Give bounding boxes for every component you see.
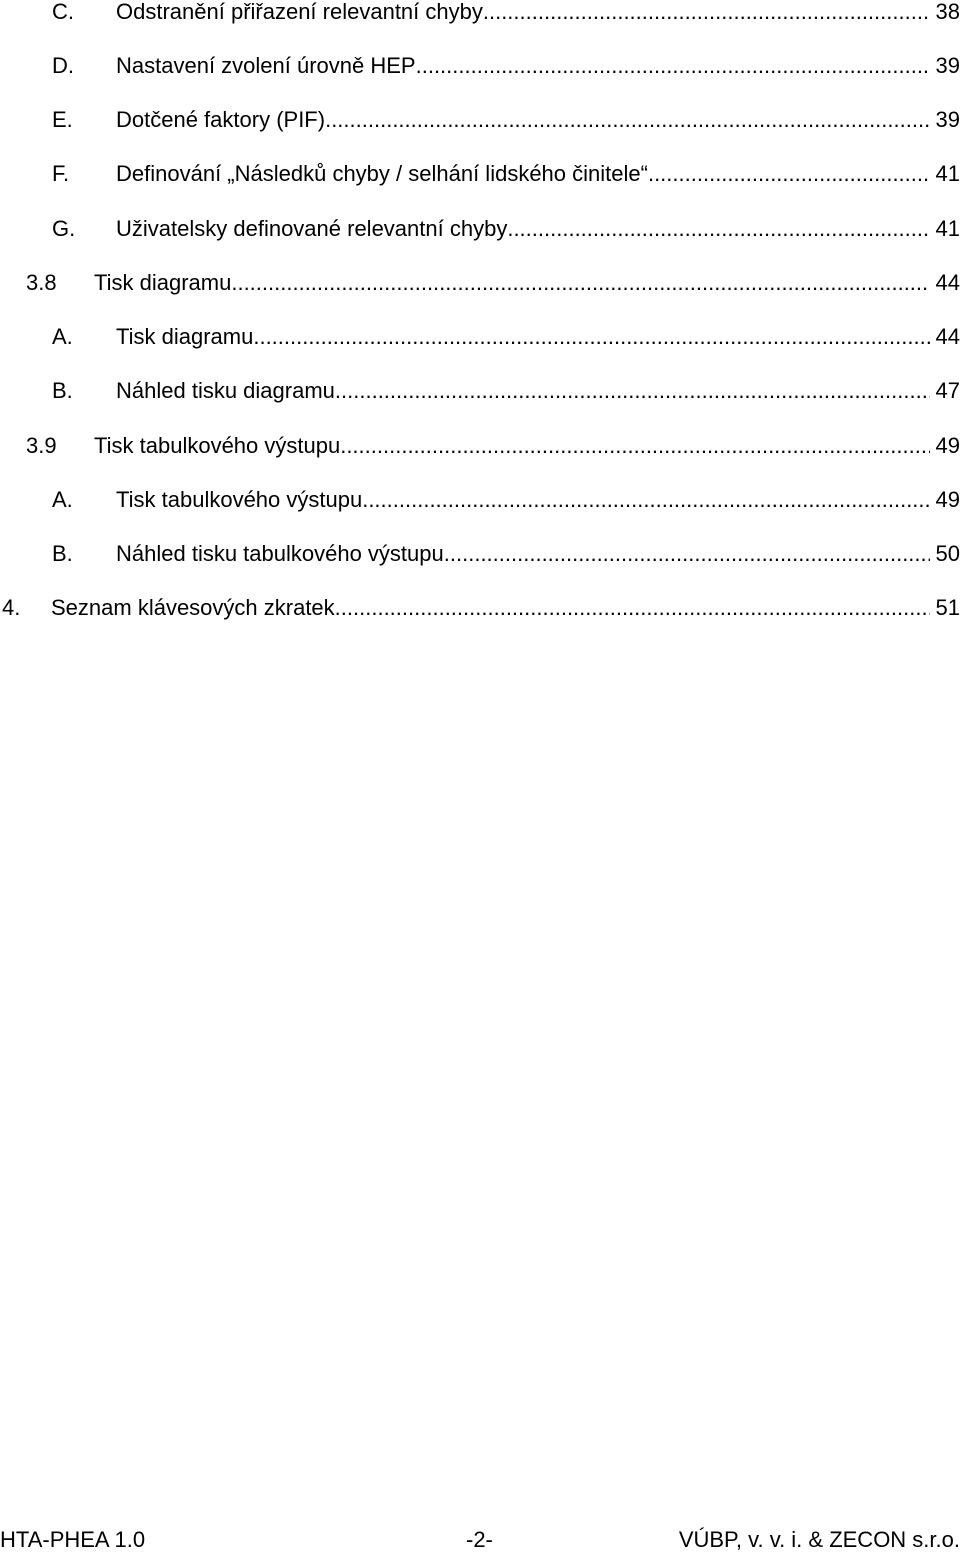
toc-dot-leader xyxy=(362,485,929,515)
toc-entry[interactable] xyxy=(0,214,960,244)
toc-entry-title: Uživatelsky definované relevantní chyby xyxy=(116,216,508,241)
toc-entry[interactable] xyxy=(0,0,960,27)
toc-entry-title: Tisk tabulkového výstupu xyxy=(116,487,363,512)
toc-dot-leader xyxy=(335,593,930,623)
toc-entry-title: Tisk tabulkového výstupu xyxy=(94,433,341,458)
toc-dot-leader xyxy=(416,51,930,81)
toc-entry[interactable] xyxy=(0,268,960,298)
toc-entry-number: B. xyxy=(52,378,73,403)
toc-dot-leader xyxy=(507,214,929,244)
toc-entry[interactable] xyxy=(0,159,960,189)
toc-entry-title: Definování „Následků chyby / selhání lidského činitele“ xyxy=(116,161,648,186)
toc-entry[interactable] xyxy=(0,485,960,515)
footer-page-number: -2- xyxy=(466,1527,493,1552)
toc-entry[interactable] xyxy=(0,431,960,461)
toc-entry-title: Nastavení zvolení úrovně HEP xyxy=(116,53,416,78)
toc-dot-leader xyxy=(648,159,930,189)
toc-entry-title: Náhled tisku diagramu xyxy=(116,378,335,403)
toc-entry-page: 41 xyxy=(935,216,960,241)
toc-entry-title: Odstranění přiřazení relevantní chyby xyxy=(116,0,483,24)
toc-entry-title: Tisk diagramu xyxy=(116,324,254,349)
toc-entry-title: Náhled tisku tabulkového výstupu xyxy=(116,541,444,566)
footer-document-name: HTA-PHEA 1.0 xyxy=(0,1527,146,1552)
toc-entry-number: D. xyxy=(52,53,74,78)
toc-entry-page: 51 xyxy=(935,595,960,620)
toc-entry-number: G. xyxy=(52,216,76,241)
toc-entry-number: B. xyxy=(52,541,73,566)
toc-dot-leader xyxy=(231,268,929,298)
toc-dot-leader xyxy=(483,0,930,27)
toc-entry-number: F. xyxy=(52,161,70,186)
toc-entry[interactable] xyxy=(0,105,960,135)
toc-entry-page: 39 xyxy=(935,53,960,78)
toc-entry-page: 44 xyxy=(935,324,960,349)
toc-entry-page: 41 xyxy=(935,161,960,186)
toc-entry-number: 3.9 xyxy=(26,433,57,458)
toc-entry[interactable] xyxy=(0,376,960,406)
toc-entry-page: 38 xyxy=(935,0,960,24)
toc-entry[interactable] xyxy=(0,593,960,623)
toc-dot-leader xyxy=(253,322,929,352)
toc-entry-title: Tisk diagramu xyxy=(94,270,232,295)
toc-entry-number: 3.8 xyxy=(26,270,57,295)
toc-entry-page: 39 xyxy=(935,107,960,132)
toc-dot-leader xyxy=(325,105,929,135)
footer-authors: VÚBP, v. v. i. & ZECON s.r.o. xyxy=(678,1527,960,1552)
toc-entry-number: A. xyxy=(52,324,73,349)
toc-entry-page: 50 xyxy=(935,541,960,566)
toc-dot-leader xyxy=(340,431,929,461)
toc-entry-title: Seznam klávesových zkratek xyxy=(51,595,335,620)
toc-entry-page: 44 xyxy=(935,270,960,295)
toc-entry[interactable] xyxy=(0,539,960,569)
toc-entry-number: A. xyxy=(52,487,73,512)
toc-entry-number: C. xyxy=(52,0,74,24)
toc-entry-number: E. xyxy=(52,107,73,132)
page-footer xyxy=(0,1526,960,1554)
toc-entry-title: Dotčené faktory (PIF) xyxy=(116,107,326,132)
toc-entry-page: 49 xyxy=(935,433,960,458)
toc-dot-leader xyxy=(444,539,930,569)
toc-entry-page: 49 xyxy=(935,487,960,512)
toc-entry-page: 47 xyxy=(935,378,960,403)
toc-dot-leader xyxy=(335,376,930,406)
toc-entry-number: 4. xyxy=(2,595,21,620)
toc-entry[interactable] xyxy=(0,51,960,81)
toc-entry[interactable] xyxy=(0,322,960,352)
